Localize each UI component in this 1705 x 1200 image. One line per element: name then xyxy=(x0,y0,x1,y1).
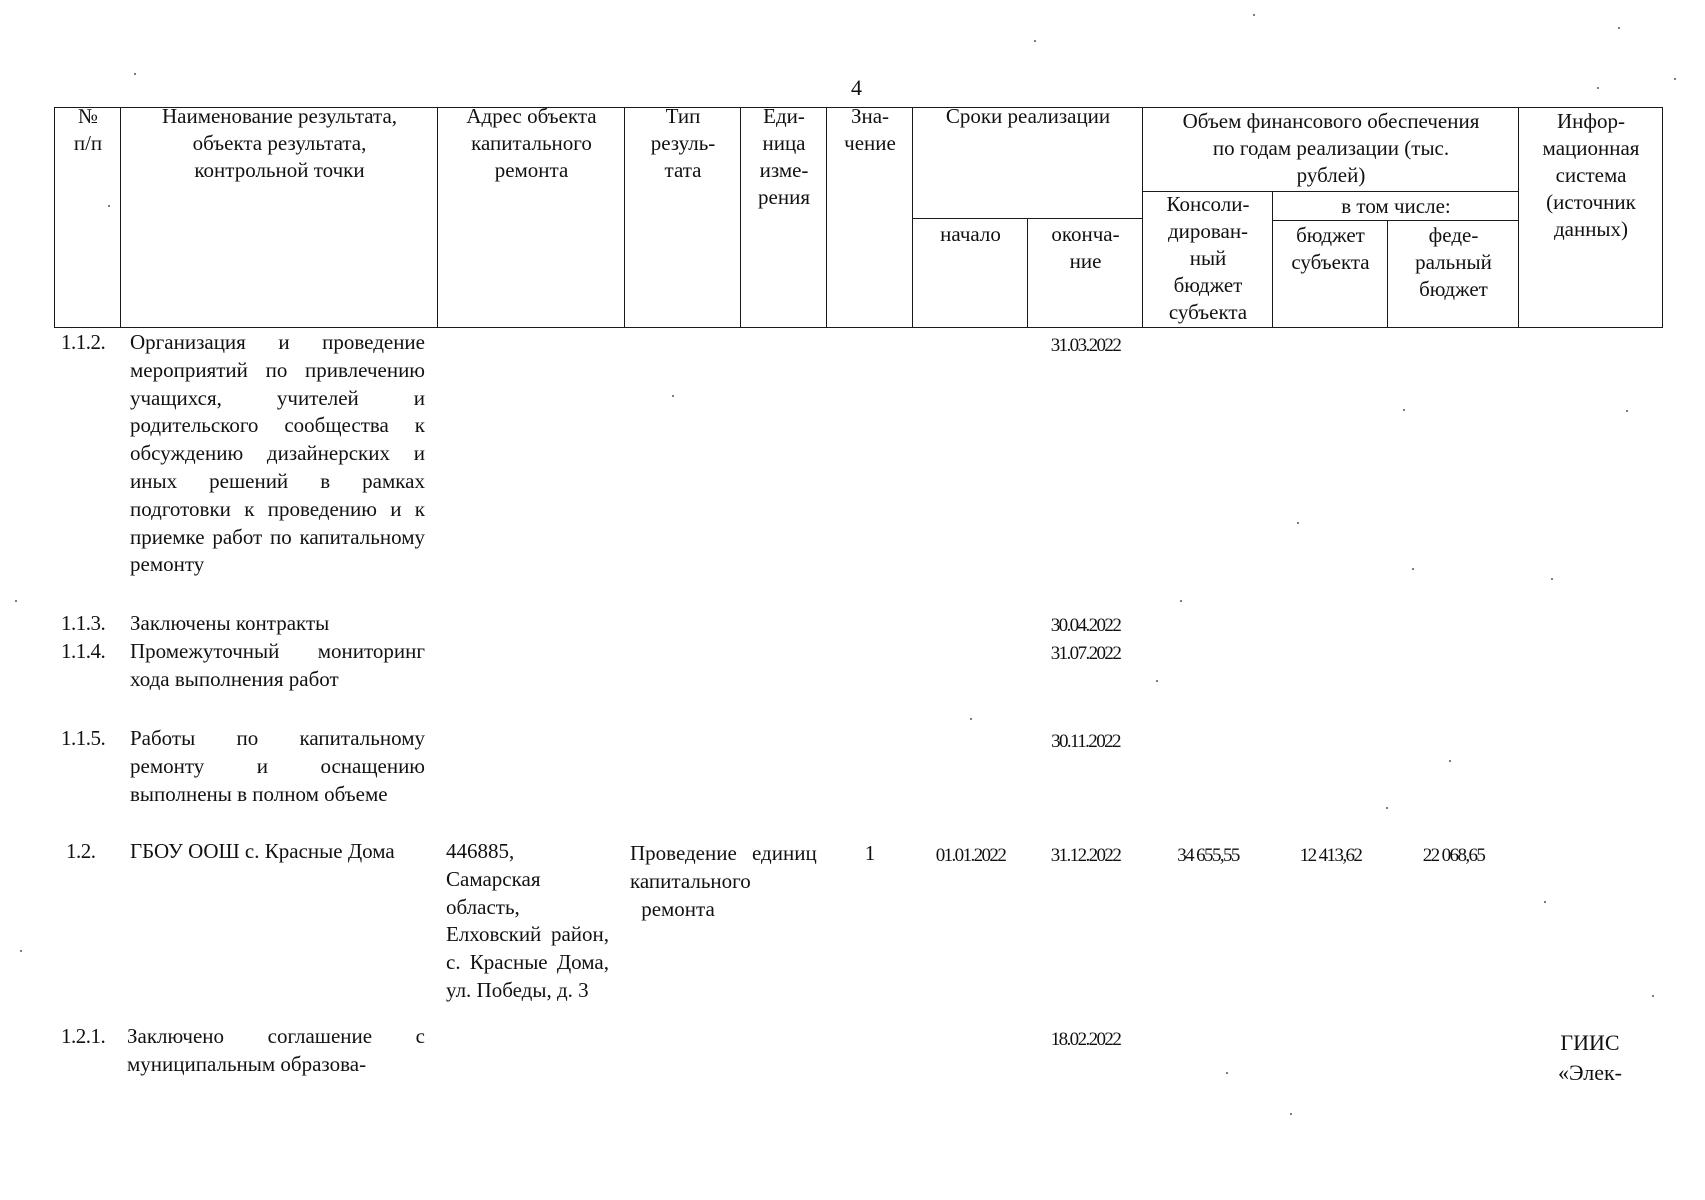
scan-speck xyxy=(1626,410,1628,412)
header-col-rule xyxy=(1142,107,1143,327)
row-name: Заключено соглашение с муниципальным образова- xyxy=(127,1024,425,1076)
header-col-rule xyxy=(1518,107,1519,327)
row-name: Работы по капитальному ремонту и оснащению выполнены в полном объеме xyxy=(130,726,425,806)
scan-speck xyxy=(1386,807,1388,809)
row-start-date: 01.01.2022 xyxy=(935,845,1006,866)
row-end-date: 31.12.2022 xyxy=(1050,845,1121,866)
header-col-rule xyxy=(1272,191,1273,327)
row-end-date: 18.02.2022 xyxy=(1050,1029,1121,1050)
row-name: Заключены контракты xyxy=(130,611,330,635)
row-end-date: 31.07.2022 xyxy=(1050,643,1121,664)
header-value: Зна- чение xyxy=(844,104,896,155)
header-type: Тип резуль- тата xyxy=(650,104,716,182)
header-terms: Сроки реализации xyxy=(945,104,1111,128)
row-unit: единиц xyxy=(752,841,817,865)
row-federal-budget: 22 068,65 xyxy=(1422,845,1485,866)
row-number: 1.1.2. xyxy=(61,330,106,354)
header-col-rule xyxy=(54,107,55,327)
scan-speck xyxy=(1551,578,1553,580)
header-col-rule xyxy=(1662,107,1663,327)
header-col-rule xyxy=(826,107,827,327)
header-start: начало xyxy=(940,222,1001,246)
scan-speck xyxy=(1034,40,1036,42)
scan-speck xyxy=(1449,760,1451,762)
scan-speck xyxy=(1253,14,1255,16)
header-col-rule xyxy=(740,107,741,327)
scan-speck xyxy=(1403,409,1405,411)
including-subheader-rule xyxy=(1272,220,1518,221)
scan-speck xyxy=(672,395,674,397)
scan-speck xyxy=(1544,901,1546,903)
row-name: ГБОУ ООШ с. Красные Дома xyxy=(130,839,395,863)
scan-speck xyxy=(134,73,136,75)
scan-speck xyxy=(1156,680,1158,682)
scan-speck xyxy=(1618,27,1620,29)
scan-speck xyxy=(970,718,972,720)
row-end-date: 30.11.2022 xyxy=(1051,731,1120,752)
row-type: Проведение капитального ремонта xyxy=(630,841,751,921)
header-subject-budget: бюджет субъекта xyxy=(1291,223,1370,274)
header-bottom-border xyxy=(54,327,1663,328)
row-number: 1.2.1. xyxy=(61,1024,106,1048)
header-col-rule xyxy=(120,107,121,327)
row-number: 1.1.3. xyxy=(61,611,106,635)
row-name: Организация и проведение мероприятий по привлечению учащихся, учителей и родительского сообщества к обсуждению дизайнерских и иных решений в рамках подготовки к проведению и к приемке работ по капитальному ремонту xyxy=(130,330,425,577)
header-col-rule xyxy=(912,107,913,327)
scan-speck xyxy=(1297,522,1299,524)
row-address: 446885, Самарская область, Елховский район, с. Красные Дома, ул. Победы, д. 3 xyxy=(446,839,609,1002)
row-number: 1.2. xyxy=(66,839,96,863)
header-col-rule xyxy=(437,107,438,327)
header-finance: Объем финансового обеспечения по годам реализации (тыс. рублей) xyxy=(1182,109,1480,187)
scan-speck xyxy=(1290,1113,1292,1115)
row-end-date: 30.04.2022 xyxy=(1050,615,1121,636)
scan-speck xyxy=(1674,78,1676,80)
row-subject-budget: 12 413,62 xyxy=(1299,845,1362,866)
scan-speck xyxy=(15,600,17,602)
scan-speck xyxy=(1597,87,1599,89)
header-federal-budget: феде- ральный бюджет xyxy=(1415,223,1492,301)
header-info-system: Инфор- мационная система (источник данных) xyxy=(1542,109,1640,241)
header-end: оконча- ние xyxy=(1051,222,1120,273)
header-unit: Еди- ница изме- рения xyxy=(758,104,810,209)
row-consolidated: 34 655,55 xyxy=(1177,845,1239,866)
row-number: 1.1.5. xyxy=(61,726,106,750)
page-number: 4 xyxy=(851,75,862,100)
header-col-rule xyxy=(1027,218,1028,327)
row-name: Промежуточный мониторинг хода выполнения работ xyxy=(130,639,425,691)
row-info-system: ГИИС «Элек- xyxy=(1558,1030,1622,1085)
header-name: Наименование результата, объекта результата, контрольной точки xyxy=(161,104,398,182)
header-address: Адрес объекта капитального ремонта xyxy=(466,104,597,182)
row-end-date: 31.03.2022 xyxy=(1050,335,1121,356)
row-value: 1 xyxy=(864,841,876,865)
scan-speck xyxy=(1652,995,1654,997)
scan-speck xyxy=(1226,1072,1228,1074)
scan-speck xyxy=(1412,568,1414,570)
scan-speck xyxy=(20,950,22,952)
scan-speck xyxy=(1180,600,1182,602)
header-num: № п/п xyxy=(73,104,103,155)
scan-speck xyxy=(108,205,110,207)
header-col-rule xyxy=(624,107,625,327)
row-number: 1.1.4. xyxy=(61,639,106,663)
header-consolidated: Консоли- дирован- ный бюджет субъекта xyxy=(1166,192,1250,324)
header-col-rule xyxy=(1387,220,1388,327)
header-including: в том числе: xyxy=(1341,194,1451,218)
